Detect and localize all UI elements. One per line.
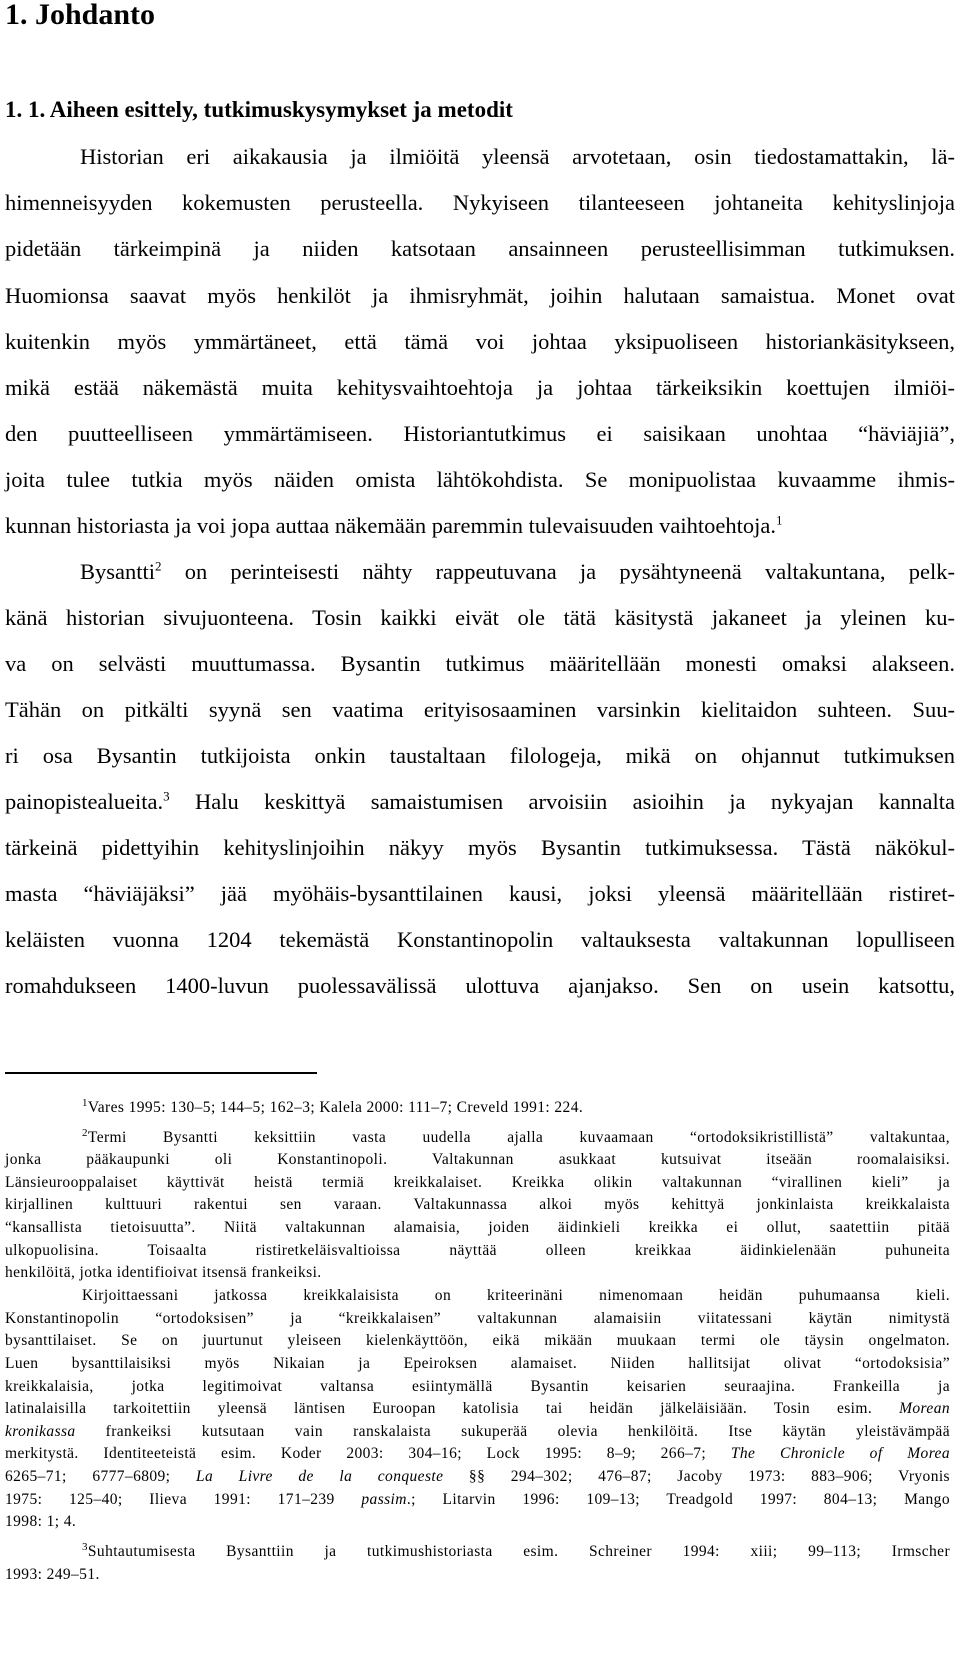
footnote-line: Konstantinopolin “ortodoksisen” ja “kreikkalaisen” valtakunnan alamaisiin viitatessani käytän nimitystä <box>5 1310 950 1327</box>
footnote-line: Länsieurooppalaiset käyttivät heistä termiä kreikkalaiset. Kreikka olikin valtakunnan “virallinen kieli” ja <box>5 1174 950 1191</box>
body-line: kuitenkin myös ymmärtäneet, että tämä voi johtaa yksipuoliseen historiankäsitykseen, <box>5 329 955 354</box>
footnote-number: 1 <box>82 1096 88 1109</box>
body-line-text: on perinteisesti nähty rappeutuvana ja pysähtyneenä valtakuntana, pelk- <box>161 559 955 584</box>
body-line <box>5 789 955 815</box>
footnote-text: latinalaisilla tarkoitettiin yleensä läntisen Euroopan katolisia tai heidän jälkeläisiään. Tosin esim. <box>5 1400 873 1417</box>
footnote-text: frankeiksi kutsutaan vain ranskalaista sukuperää olevia henkilöitä. Itse käytän yleistävämpää <box>75 1423 950 1440</box>
italic-word: passim <box>361 1491 407 1508</box>
body-line-text: painopistealueita. <box>5 789 164 814</box>
footnote-line: jonka pääkaupunki oli Konstantinopoli. Valtakunnan asukkaat kutsuivat itseään roomalaisiksi. <box>5 1151 950 1168</box>
body-line-text: Bysantti <box>80 559 156 584</box>
footnote-text: merkitystä. Identiteeteistä esim. Koder 2003: 304–16; Lock 1995: 8–9; 266–7; <box>5 1445 707 1462</box>
footnote-text: Suhtautumisesta Bysanttiin ja tutkimushistoriasta esim. Schreiner 1994: xiii; 99–113; Irmscher <box>87 1543 950 1560</box>
body-line: Tähän on pitkälti syynä sen vaatima erityisosaaminen varsinkin kielitaidon suhteen. Suu- <box>5 697 955 722</box>
footnote-number: 3 <box>82 1540 88 1553</box>
section-heading: 1. 1. Aiheen esittely, tutkimuskysymykset ja metodit <box>5 97 513 122</box>
footnote-line <box>82 1542 950 1562</box>
body-line: masta “häviäjäksi” jää myöhäis-bysanttilainen kausi, joksi yleensä määritellään ristiret- <box>5 881 955 906</box>
body-line: va on selvästi muuttumassa. Bysantin tutkimus määritellään monesti omaksi alakseen. <box>5 651 955 676</box>
chapter-heading: 1. Johdanto <box>5 0 156 31</box>
body-line: mikä estää näkemästä muita kehitysvaihtoehtoja ja johtaa tärkeiksikin koettujen ilmiöi- <box>5 375 955 400</box>
footnote-line: 1998: 1; 4. <box>5 1513 77 1530</box>
body-line-text: Halu keskittyä samaistumisen arvoisiin asioihin ja nykyajan kannalta <box>169 789 955 814</box>
footnote-ref[interactable]: 3 <box>163 788 170 804</box>
footnote-text: Termi Bysantti keksittiin vasta uudella ajalla kuvaamaan “ortodoksikristillistä” valtakuntaa, <box>87 1129 950 1146</box>
footnote-line: kirjallinen kulttuuri rakentui sen varaan. Valtakunnassa alkoi myös kehittyä jonkinlaista kreikkalaista <box>5 1196 950 1213</box>
footnote-line <box>82 1098 950 1118</box>
footnote-text: .; Litarvin 1996: 109–13; Treadgold 1997: 804–13; Mango <box>406 1491 950 1508</box>
footnote-line: Luen bysanttilaisiksi myös Nikaian ja Epeiroksen alamaiset. Niiden hallitsijat olivat “ortodoksisia” <box>5 1355 950 1372</box>
body-line: ri osa Bysantin tutkijoista onkin taustaltaan filologeja, mikä on ohjannut tutkimuksen <box>5 743 955 768</box>
italic-title: Morean <box>899 1400 950 1417</box>
footnote-line: Kirjoittaessani jatkossa kreikkalaisista on kriteerinäni nimenomaan heidän puhumaansa kieli. <box>82 1287 950 1304</box>
body-line <box>80 559 955 585</box>
body-line: himenneisyyden kokemusten perusteella. Nykyiseen tilanteeseen johtaneita kehityslinjoja <box>5 190 955 215</box>
footnote-text: Vares 1995: 130–5; 144–5; 162–3; Kalela 2000: 111–7; Creveld 1991: 224. <box>87 1099 584 1116</box>
footnote-line <box>5 1467 950 1487</box>
body-line: joita tulee tutkia myös näiden omista lähtökohdista. Se monipuolistaa kuvaamme ihmis- <box>5 467 955 492</box>
footnote-line <box>82 1128 950 1148</box>
body-line: Historian eri aikakausia ja ilmiöitä yleensä arvotetaan, osin tiedostamattakin, lä- <box>80 144 955 169</box>
footnote-line <box>5 1399 950 1419</box>
italic-title: kronikassa <box>5 1423 76 1440</box>
footnote-separator <box>5 1072 317 1074</box>
body-line: keläisten vuonna 1204 tekemästä Konstantinopolin valtauksesta valtakunnan lopulliseen <box>5 927 955 952</box>
body-line: den puutteelliseen ymmärtämiseen. Historiantutkimus ei saisikaan unohtaa “häviäjiä”, <box>5 421 955 446</box>
italic-title: The Chronicle of Morea <box>730 1445 950 1462</box>
footnote-text: 1975: 125–40; Ilieva 1991: 171–239 <box>5 1491 335 1508</box>
body-line: känä historian sivujuonteena. Tosin kaikki eivät ole tätä käsitystä jakaneet ja yleinen ku- <box>5 605 955 630</box>
body-line: romahdukseen 1400-luvun puolessavälissä ulottuva ajanjakso. Sen on usein katsottu, <box>5 973 955 998</box>
footnote-line: 1993: 249–51. <box>5 1566 100 1583</box>
footnote-line <box>5 1444 950 1464</box>
footnote-text: §§ 294–302; 476–87; Jacoby 1973: 883–906; Vryonis <box>443 1468 950 1485</box>
body-line-text: kunnan historiasta ja voi jopa auttaa näkemään paremmin tulevaisuuden vaihtoehtoja. <box>5 513 777 538</box>
footnote-line <box>5 1422 950 1442</box>
italic-title: La Livre de la conqueste <box>195 1468 444 1485</box>
footnote-line: ulkopuolisina. Toisaalta ristiretkeläisvaltioissa näyttää olleen kreikkaa äidinkielenään puhuneita <box>5 1242 950 1259</box>
footnote-text: 6265–71; 6777–6809; <box>5 1468 171 1485</box>
body-line <box>5 513 955 539</box>
footnote-ref[interactable]: 2 <box>155 558 162 574</box>
body-line: Huomionsa saavat myös henkilöt ja ihmisryhmät, joihin halutaan samaistua. Monet ovat <box>5 283 955 308</box>
body-line: tärkeinä pidettyihin kehityslinjoihin näkyy myös Bysantin tutkimuksessa. Tästä näkökul- <box>5 835 955 860</box>
body-line: pidetään tärkeimpinä ja niiden katsotaan ansainneen perusteellisimman tutkimuksen. <box>5 236 955 261</box>
footnote-line: bysanttilaiset. Se on juurtunut yleiseen kielenkäyttöön, eikä mikään muukaan termi ole täysin ongelmaton. <box>5 1332 950 1349</box>
footnote-line: “kansallista tietoisuutta”. Niitä valtakunnan alamaisia, joiden äidinkieli kreikka ei ollut, saatettiin pitää <box>5 1219 950 1236</box>
footnote-ref[interactable]: 1 <box>776 512 783 528</box>
footnote-line <box>5 1490 950 1510</box>
footnote-number: 2 <box>82 1126 88 1139</box>
footnote-line: henkilöitä, jotka identifioivat itsensä frankeiksi. <box>5 1264 322 1281</box>
footnote-line: kreikkalaisia, jotka legitimoivat valtansa esiintymällä Bysantin keisarien seuraajina. Frankeilla ja <box>5 1378 950 1395</box>
